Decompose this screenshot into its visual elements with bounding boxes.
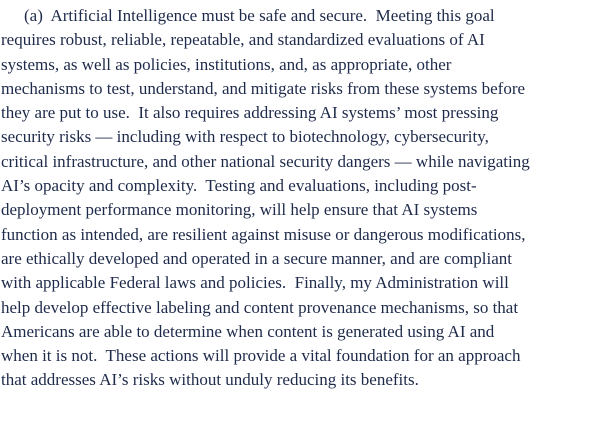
paragraph-line: Americans are able to determine when content is generated using AI and [1,321,495,341]
paragraph-line: that addresses AI’s risks without unduly reducing its benefits. [1,370,419,390]
paragraph-line: AI’s opacity and complexity. Testing and evaluations, including post- [1,176,477,196]
paragraph-line: when it is not. These actions will provide a vital foundation for an approach [1,346,521,366]
section-a-paragraph [0,4,600,393]
paragraph-line: systems, as well as policies, institutions, and, as appropriate, other [1,54,452,74]
paragraph-line: security risks — including with respect to biotechnology, cybersecurity, [1,127,489,147]
paragraph-line: mechanisms to test, understand, and mitigate risks from these systems before [1,78,526,98]
paragraph-line: function as intended, are resilient against misuse or dangerous modifications, [1,224,526,244]
paragraph-line: help develop effective labeling and content provenance mechanisms, so that [1,297,519,317]
paragraph-line: requires robust, reliable, repeatable, and standardized evaluations of AI [1,30,485,50]
section-label: (a) [24,6,43,25]
paragraph-line: are ethically developed and operated in a secure manner, and are compliant [1,248,512,268]
paragraph-line: (a) Artificial Intelligence must be safe and secure. Meeting this goal [24,6,495,25]
paragraph-line: critical infrastructure, and other national security dangers — while navigating [1,151,530,171]
paragraph-line: deployment performance monitoring, will help ensure that AI systems [1,200,478,220]
paragraph-line: with applicable Federal laws and policies. Finally, my Administration will [1,273,509,293]
paragraph-line: they are put to use. It also requires addressing AI systems’ most pressing [1,103,499,123]
